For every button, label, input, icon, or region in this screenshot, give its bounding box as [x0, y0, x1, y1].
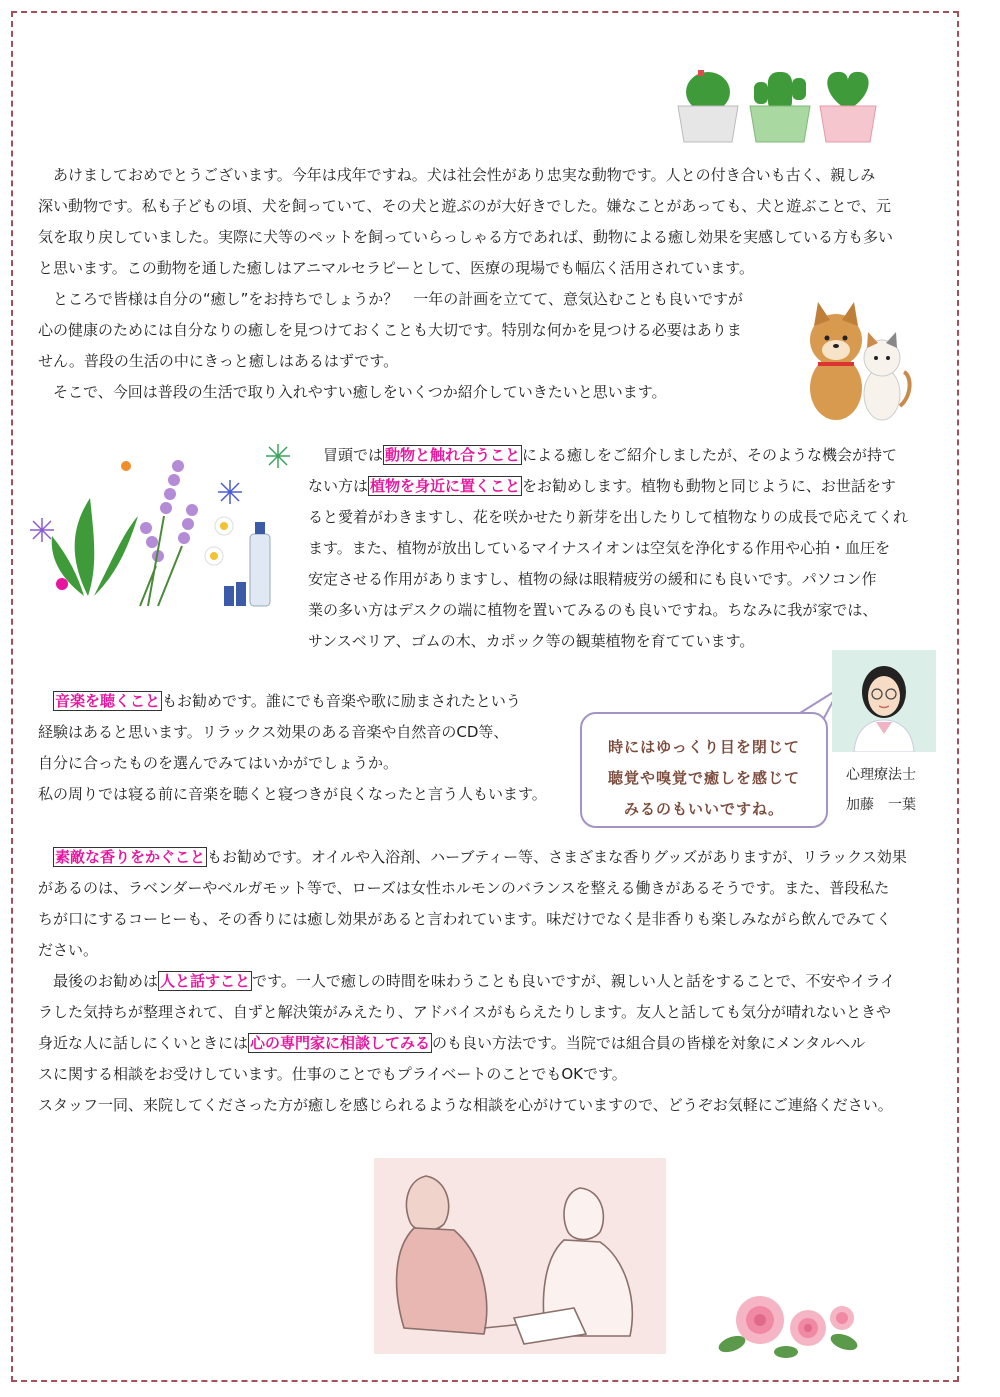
- plants-text: ない方は: [308, 477, 369, 495]
- aroma-line: [38, 842, 950, 873]
- intro-line: 深い動物です。私も子どもの頃、犬を飼っていて、その犬と遊ぶのが大好きでした。嫌なことがあっても、犬と遊ぶことで、元: [38, 197, 892, 215]
- plants-line: 安定させる作用がありますし、植物の緑は眼精疲労の緩和にも良いです。パソコン作: [308, 570, 877, 588]
- aroma-section: [38, 842, 950, 1121]
- intro-line: ところで皆様は自分の“癒し”をお持ちでしょうか？ 一年の計画を立てて、意気込むことも良いですが: [38, 290, 743, 308]
- plants-text: をお勧めします。植物も動物と同じように、お世話をす: [522, 477, 896, 495]
- therapist-portrait: [832, 650, 936, 752]
- intro-line: せん。普段の生活の中にきっと癒しはあるはずです。: [38, 352, 399, 370]
- rose-icon: [830, 1306, 854, 1330]
- intro-line: 心の健康のためには自分なりの癒しを見つけておくことも大切です。特別な何かを見つける必要はありま: [38, 321, 742, 339]
- bubble-line: 時にはゆっくり目を閉じて: [608, 738, 800, 756]
- intro-line: あけましておめでとうございます。今年は戌年ですね。犬は社会性があり忠実な動物です。人との付き合いも古く、親しみ: [38, 166, 876, 184]
- intro-line: そこで、今回は普段の生活で取り入れやすい癒しをいくつか紹介していきたいと思います。: [38, 383, 667, 401]
- intro-line: 気を取り戻していました。実際に犬等のペットを飼っていらっしゃる方であれば、動物による癒し効果を実感している方も多い: [38, 228, 894, 246]
- music-line: [38, 686, 578, 717]
- cactus-pot-2: [750, 72, 810, 142]
- plants-text: による癒しをご紹介しましたが、そのような機会が持て: [522, 446, 898, 464]
- bubble-line: 聴覚や嗅覚で癒しを感じて: [607, 769, 800, 787]
- bubble-text: [582, 732, 826, 825]
- music-line: 自分に合ったものを選んでみてはいかがでしょうか。: [38, 754, 399, 772]
- roses-illustration: [716, 1286, 862, 1362]
- highlight-talk: 人と話すこと: [160, 972, 251, 990]
- music-line: 経験はあると思います。リラックス効果のある音楽や自然音のCD等、: [38, 723, 509, 741]
- cat-icon: [864, 332, 910, 420]
- plants-line: ると愛着がわきますし、花を咲かせたり新芽を出したりして植物なりの成長で応えてくれ: [308, 508, 909, 526]
- cactus-illustration: [672, 66, 884, 146]
- plants-section: [308, 440, 950, 657]
- spray-bottle-icon: [224, 522, 270, 606]
- rose-icon: [790, 1310, 826, 1346]
- author-name: 加藤 一葉: [846, 797, 916, 813]
- talk-text: です。一人で癒しの時間を味わうことも良いですが、親しい人と話をすることで、不安やイライ: [252, 972, 896, 990]
- highlight-aroma: 素敵な香りをかぐこと: [55, 848, 206, 866]
- highlight-plants: 植物を身近に置くこと: [370, 477, 521, 495]
- cactus-pot-1: [678, 70, 738, 142]
- bubble-line: みるのもいいですね。: [623, 800, 784, 818]
- talk-line: スタッフ一同、来院してくださった方が癒しを感じられるような相談を心がけていますので、どうぞお気軽にご連絡ください。: [38, 1096, 893, 1114]
- firework-icon: [218, 480, 242, 504]
- talk-line: [38, 966, 950, 997]
- highlight-music: 音楽を聴くこと: [55, 692, 161, 710]
- leaf-icon: [716, 1331, 859, 1358]
- plants-text: 冒頭では: [308, 446, 384, 464]
- talk-text: のも良い方法です。当院では組合員の皆様を対象にメンタルヘル: [432, 1034, 866, 1052]
- aroma-line: ちが口にするコーヒーも、その香りには癒し効果があると言われています。味だけでなく是非香りも楽しみながら飲んでみてく: [38, 910, 892, 928]
- talk-line: [38, 1028, 950, 1059]
- highlight-animals: 動物と触れ合うこと: [385, 446, 521, 464]
- talk-line: ラした気持ちが整理されて、自ずと解決策がみえたり、アドバイスがもらえたりします。友人と話しても気分が晴れないときや: [38, 1003, 892, 1021]
- dog-icon: [810, 302, 862, 420]
- aroma-text: もお勧めです。オイルや入浴剤、ハーブティー等、さまざまな香りグッズがありますが、リラックス効果: [207, 848, 907, 866]
- highlight-professional: 心の専門家に相談してみる: [250, 1034, 431, 1052]
- dog-cat-illustration: [794, 296, 914, 426]
- firework-icon: [266, 444, 290, 468]
- plants-line: サンスベリア、ゴムの木、カポック等の観葉植物を育てています。: [308, 632, 755, 650]
- talk-text: 身近な人に話しにくいときには: [38, 1034, 249, 1052]
- lavender-icon: [140, 460, 198, 606]
- cactus-pot-3: [820, 72, 876, 142]
- music-line: 私の周りでは寝る前に音楽を聴くと寝つきが良くなったと言う人もいます。: [38, 785, 547, 803]
- aroma-line: ださい。: [38, 941, 99, 959]
- author-title: 心理療法士: [846, 767, 916, 783]
- talk-text: 最後のお勧めは: [38, 972, 159, 990]
- flower-illustration: [28, 436, 298, 616]
- rose-icon: [736, 1296, 784, 1344]
- aroma-line: があるのは、ラベンダーやベルガモット等で、ローズは女性ホルモンのバランスを整える働きがあるそうです。また、普段私た: [38, 879, 890, 897]
- intro-line: と思います。この動物を通した癒しはアニマルセラピーとして、医療の現場でも幅広く活用されています。: [38, 259, 754, 277]
- music-text: もお勧めです。誰にでも音楽や歌に励まされたという: [162, 692, 521, 710]
- plants-line: 業の多い方はデスクの端に植物を置いてみるのも良いですね。ちなみに我が家では、: [308, 601, 878, 619]
- plants-line: [308, 471, 950, 502]
- firework-icon: [30, 518, 54, 542]
- plants-line: ます。また、植物が放出しているマイナスイオンは空気を浄化する作用や心拍・血圧を: [308, 539, 891, 557]
- music-section: [38, 686, 578, 810]
- talk-line: スに関する相談をお受けしています。仕事のことでもプライベートのことでもOKです。: [38, 1065, 627, 1083]
- speech-bubble: [580, 712, 828, 828]
- plants-line: [308, 440, 950, 471]
- counseling-illustration: [374, 1158, 666, 1354]
